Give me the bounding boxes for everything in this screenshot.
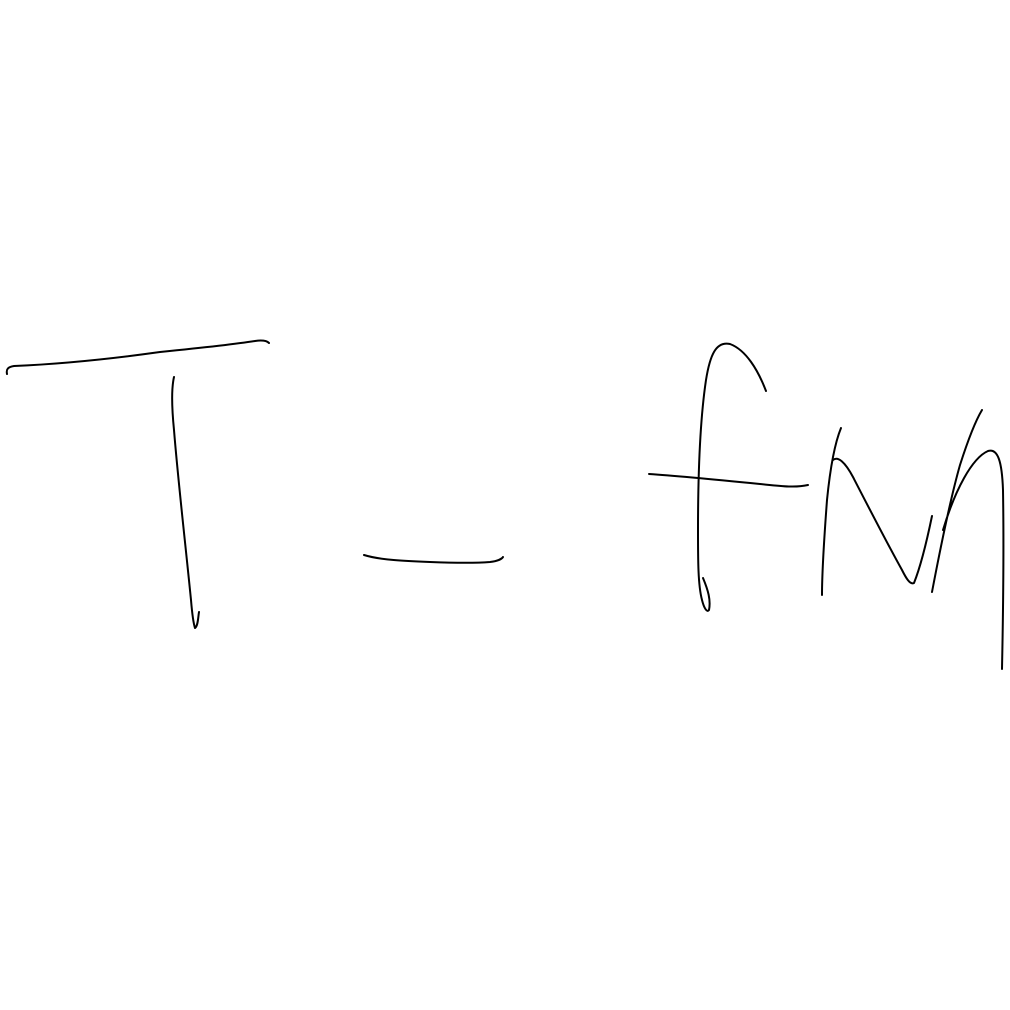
letter-t <box>7 341 269 628</box>
dash-stroke <box>364 555 503 563</box>
letter-m-last-stroke <box>932 410 1003 669</box>
letter-f-crossbar <box>649 474 808 487</box>
letter-m-first-stroke <box>822 428 841 595</box>
letter-m-middle-stroke <box>833 459 932 584</box>
letter-t-crossbar <box>7 341 269 374</box>
letter-f <box>649 344 808 611</box>
letter-t-stem <box>172 377 199 628</box>
letter-f-stem <box>698 344 766 611</box>
letter-m <box>822 410 1003 669</box>
